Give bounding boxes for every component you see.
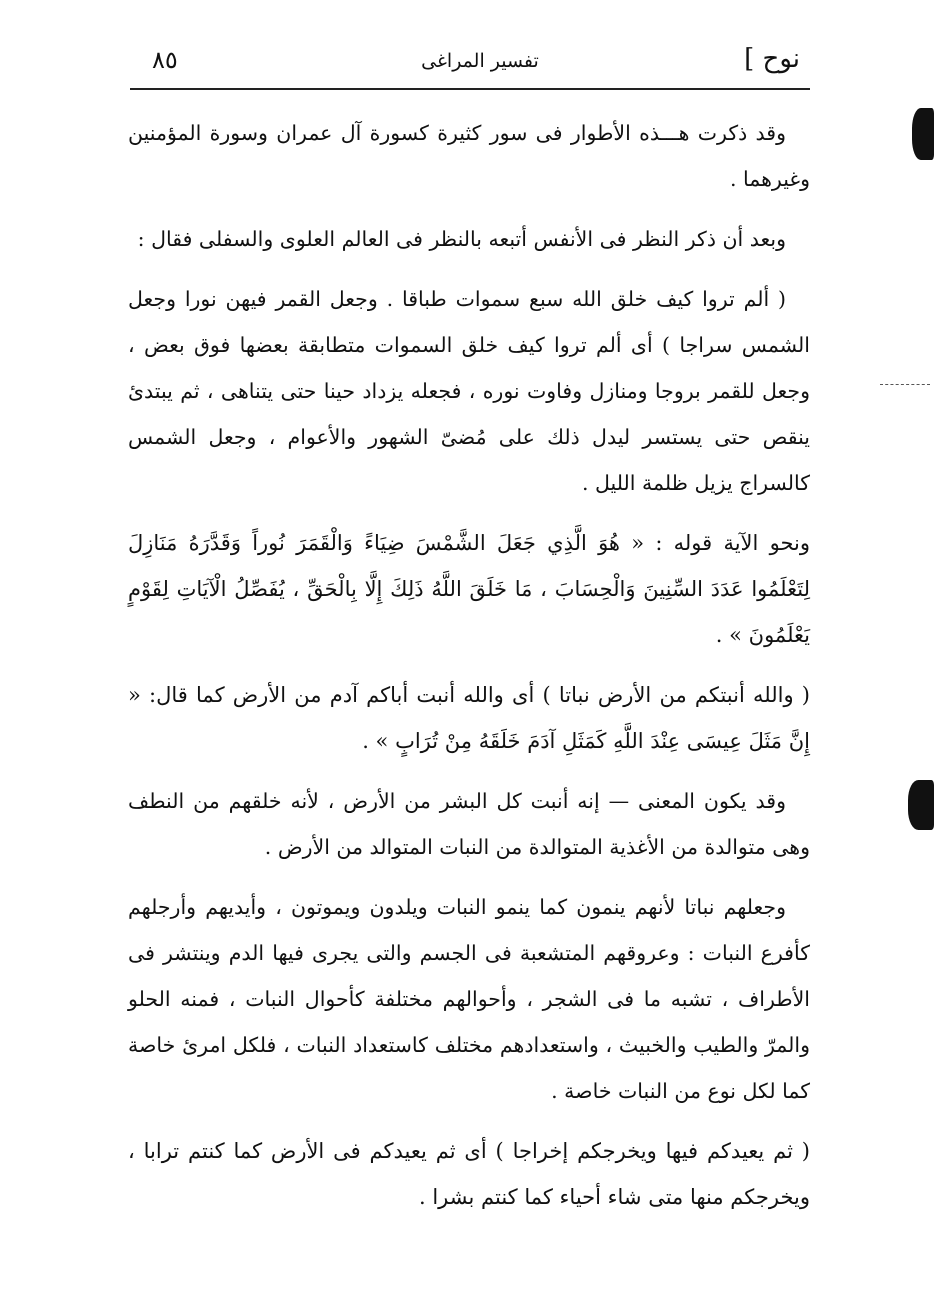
page-number: ٨٥ [152,46,178,74]
page-body [128,110,810,1230]
paragraph-plants: وجعلهم نباتا لأنهم ينمون كما ينمو النبات ويلدون ويموتون ، وأيديهم وأرجلهم كأفرع النبات : وعروقهم المتشعبة فى الجسم والتى يجرى فيها الدم وينتشر فى الأطراف ، تشبه ما فى الشجر ، وأحوالهم مختلفة كأحوال النبات ، فمنه الحلو والمرّ والطيب والخبيث ، واستعدادهم مختلف كاستعداد النبات ، فلكل امرئ خاصة كما لكل نوع من النبات خاصة . [128,895,810,1103]
paragraph-return: ( ثم يعيدكم فيها ويخرجكم إخراجا ) أى ثم يعيدكم فى الأرض كما كنتم ترابا ، ويخرجكم منها متى شاء أحياء كما كنتم بشرا . [128,1139,810,1209]
header-rule [130,88,810,90]
paragraph-meaning: وقد يكون المعنى — إنه أنبت كل البشر من الأرض ، لأنه خلقهم من النطف وهى متوالدة من الأغذية المتوالدة من النبات المتوالد من الأرض . [128,789,810,859]
surah-name: نوح ] [744,44,800,74]
paragraph-heavens: ( ألم تروا كيف خلق الله سبع سموات طباقا . وجعل القمر فيهن نورا وجعل الشمس سراجا ) أى ألم تروا كيف خلق السموات متطابقة بعضها فوق بعض ، وجعل للقمر بروجا ومنازل وفاوت نوره ، فجعله يزداد حينا حتى يتناهى ، ثم يبتدئ ينقص حتى يستسر ليدل ذلك على مُضىّ الشهور والأعوام ، وجعل الشمس كالسراج يزيل ظلمة الليل . [128,287,810,495]
paragraph-intro: وبعد أن ذكر النظر فى الأنفس أتبعه بالنظر فى العالم العلوى والسفلى فقال : [137,227,786,251]
paragraph-verse-sun-moon: ونحو الآية قوله : « هُوَ الَّذِي جَعَلَ الشَّمْسَ ضِيَاءً وَالْقَمَرَ نُوراً وَقَدَّرَهُ مَنَازِلَ لِتَعْلَمُوا عَدَدَ السِّنِينَ وَالْحِسَابَ ، مَا خَلَقَ اللَّهُ ذَلِكَ إِلَّا بِالْحَقِّ ، يُفَصِّلُ الْآيَاتِ لِقَوْمٍ يَعْلَمُونَ » . [128,531,810,647]
edge-scan-mark-middle [908,780,934,830]
paragraph-stages: وقد ذكرت هـــذه الأطوار فى سور كثيرة كسورة آل عمران وسورة المؤمنين وغيرهما . [128,121,810,191]
edge-scan-mark-top [912,108,934,160]
margin-mark [880,384,930,385]
paragraph-adam: ( والله أنبتكم من الأرض نباتا ) أى والله أنبت أباكم آدم من الأرض كما قال: « إِنَّ مَثَلَ عِيسَى عِنْدَ اللَّهِ كَمَثَلِ آدَمَ خَلَقَهُ مِنْ تُرَابٍ » . [128,683,810,753]
page-header [130,44,810,90]
running-title: تفسير المراغى [421,50,539,72]
